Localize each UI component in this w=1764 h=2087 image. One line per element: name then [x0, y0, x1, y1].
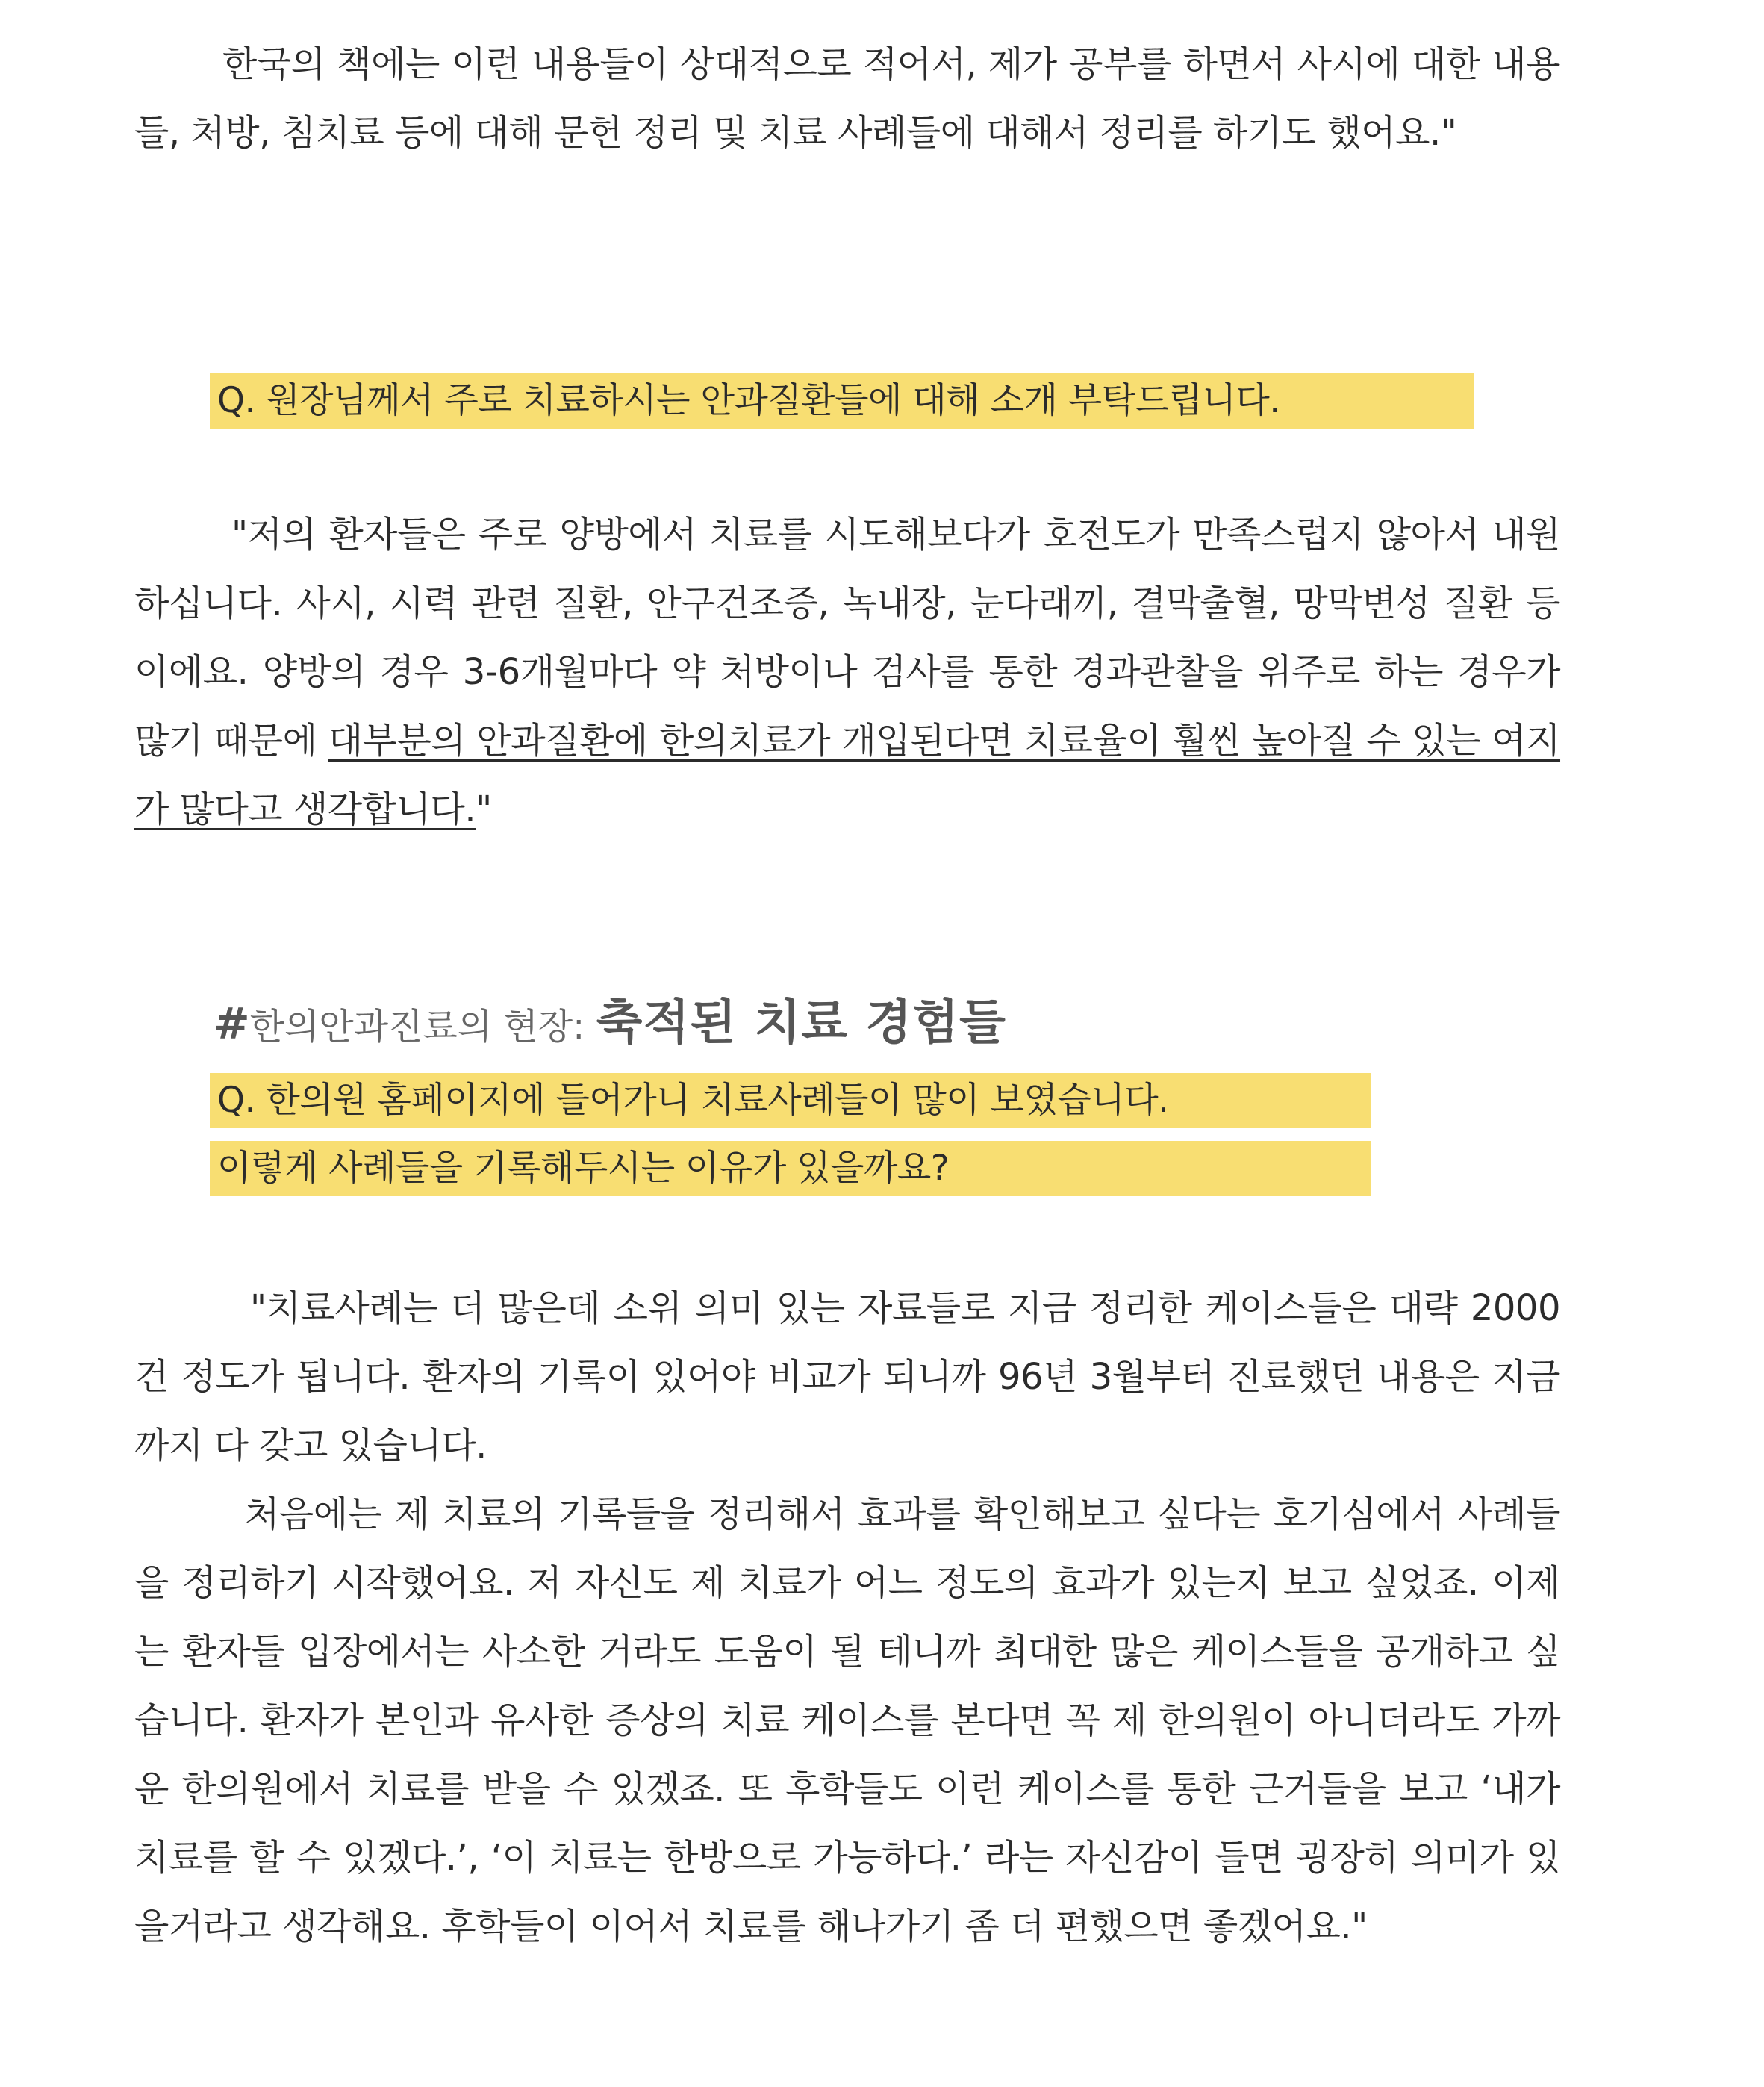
section-title: 축적된 치료 경험들	[596, 995, 1006, 1051]
question-highlight-1: Q. 원장님께서 주로 치료하시는 안과질환들에 대해 소개 부탁드립니다.	[210, 373, 1474, 429]
answer-paragraph-2b: 처음에는 제 치료의 기록들을 정리해서 효과를 확인해보고 싶다는 호기심에서 사례들을 정리하기 시작했어요. 저 자신도 제 치료가 어느 정도의 효과가 있는지 보고 싶었죠. 이제는 환자들 입장에서는 사소한 거라도 도움이 될 테니까 최대한 많은 케이스들을 공개하고 싶습니다. 환자가 본인과 유사한 증상의 치료 케이스를 본다면 꼭 제 한의원이 아니더라도 가까운 한의원에서 치료를 받을 수 있겠죠. 또 후학들도 이런 케이스를 통한 근거들을 보고 ‘내가 치료를 할 수 있겠다.’, ‘이 치료는 한방으로 가능하다.’ 라는 자신감이 들면 굉장히 의미가 있을거라고 생각해요. 후학들이 이어서 치료를 해나가기 좀 더 편했으면 좋겠어요."	[134, 1493, 1560, 1947]
answer-1-text: "저의 환자들은 주로 양방에서 치료를 시도해보다가 호전도가 만족스럽지 않아서 내원하십니다. 사시, 시력 관련 질환, 안구건조증, 녹내장, 눈다래끼, 결막출혈, 망막변성 질환 등이에요. 양방의 경우 3-6개월마다 약 처방이나 검사를 통한 경과관찰을 위주로 하는 경우가 많기 때문에	[134, 514, 1560, 762]
answer-paragraph-1	[134, 500, 1560, 844]
question-highlight-2-line-2: 이렇게 사례들을 기록해두시는 이유가 있을까요?	[210, 1141, 1371, 1196]
question-highlight-2-line-1: Q. 한의원 홈페이지에 들어가니 치료사례들이 많이 보였습니다.	[210, 1073, 1371, 1128]
answer-1-closing-quote: "	[476, 789, 492, 830]
section-hash-mark: #	[214, 998, 250, 1049]
section-heading	[214, 989, 1006, 1057]
answer-1-underlined-text: 대부분의 안과질환에 한의치료가 개입된다면 치료율이 훨씬 높아질 수 있는 여지가 많다고 생각합니다.	[134, 720, 1561, 830]
intro-paragraph: 한국의 책에는 이런 내용들이 상대적으로 적어서, 제가 공부를 하면서 사시에 대한 내용들, 처방, 침치료 등에 대해 문헌 정리 및 치료 사례들에 대해서 정리를 하기도 했어요."	[134, 43, 1560, 154]
answer-paragraph-2a: "치료사례는 더 많은데 소위 의미 있는 자료들로 지금 정리한 케이스들은 대략 2000건 정도가 됩니다. 환자의 기록이 있어야 비교가 되니까 96년 3월부터 진료했던 내용은 지금까지 다 갖고 있습니다.	[134, 1287, 1560, 1467]
section-label: 한의안과진료의 현장:	[249, 1006, 596, 1048]
